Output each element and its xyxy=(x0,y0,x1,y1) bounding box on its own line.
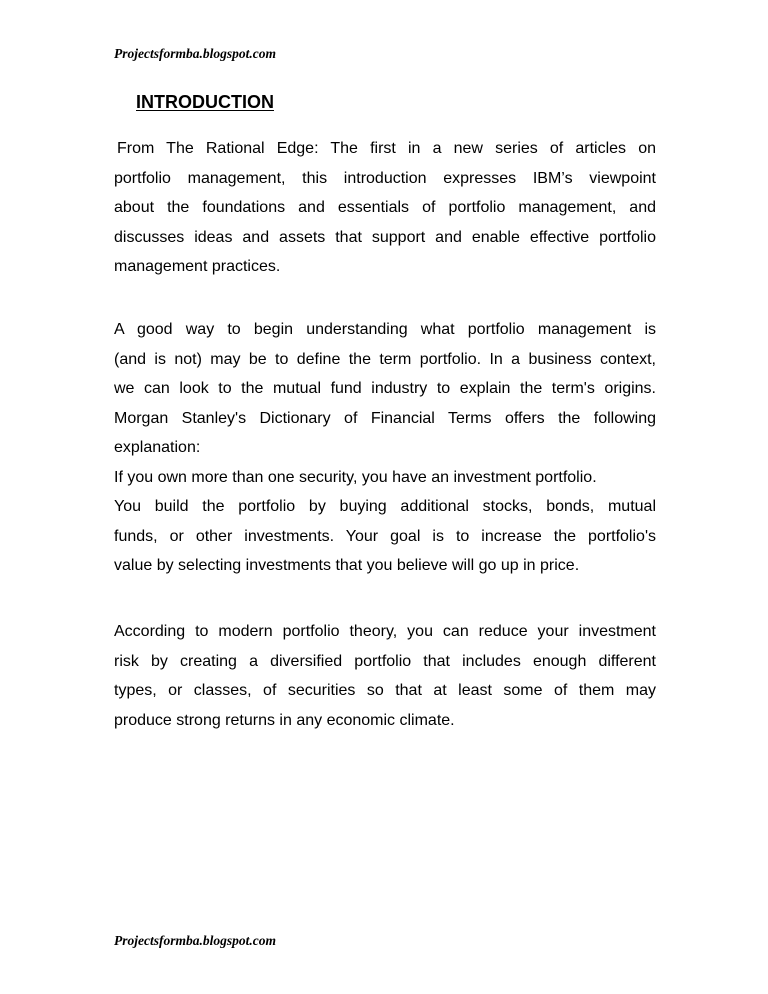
page-header: Projectsformba.blogspot.com xyxy=(114,46,276,61)
text-line: value by selecting investments that you believe will go up in price. xyxy=(114,557,580,574)
page-footer: Projectsformba.blogspot.com xyxy=(114,933,276,948)
text-line: we can look to the mutual fund industry to explain the term's origins. xyxy=(114,380,656,397)
text-line: If you own more than one security, you have an investment portfolio. xyxy=(114,468,597,486)
page-title: INTRODUCTION xyxy=(136,92,274,112)
text-line: produce strong returns in any economic climate. xyxy=(114,711,455,729)
text-line: portfolio management, this introduction expresses IBM’s viewpoint xyxy=(114,169,656,187)
paragraph-portfolio-definition xyxy=(114,315,656,581)
text-line: You build the portfolio by buying additional stocks, bonds, mutual xyxy=(114,498,656,515)
text-line: From The Rational Edge: The first in a new series of articles on xyxy=(117,140,656,157)
text-line: about the foundations and essentials of portfolio management, and xyxy=(114,199,656,216)
text-line: risk by creating a diversified portfolio that includes enough different xyxy=(114,652,656,670)
text-line: discusses ideas and assets that support and enable effective portfolio xyxy=(114,228,656,246)
text-line: management practices. xyxy=(114,258,281,275)
paragraph-modern-portfolio-theory xyxy=(114,617,656,735)
text-line: Morgan Stanley's Dictionary of Financial Terms offers the following xyxy=(114,409,656,427)
text-line: explanation: xyxy=(114,439,201,456)
text-line: According to modern portfolio theory, you can reduce your investment xyxy=(114,623,656,640)
paragraph-intro xyxy=(114,134,656,282)
text-line: (and is not) may be to define the term portfolio. In a business context, xyxy=(114,350,656,368)
text-line: funds, or other investments. Your goal is to increase the portfolio's xyxy=(114,527,656,545)
text-line: types, or classes, of securities so that at least some of them may xyxy=(114,682,656,699)
text-line: A good way to begin understanding what portfolio management is xyxy=(114,321,656,338)
